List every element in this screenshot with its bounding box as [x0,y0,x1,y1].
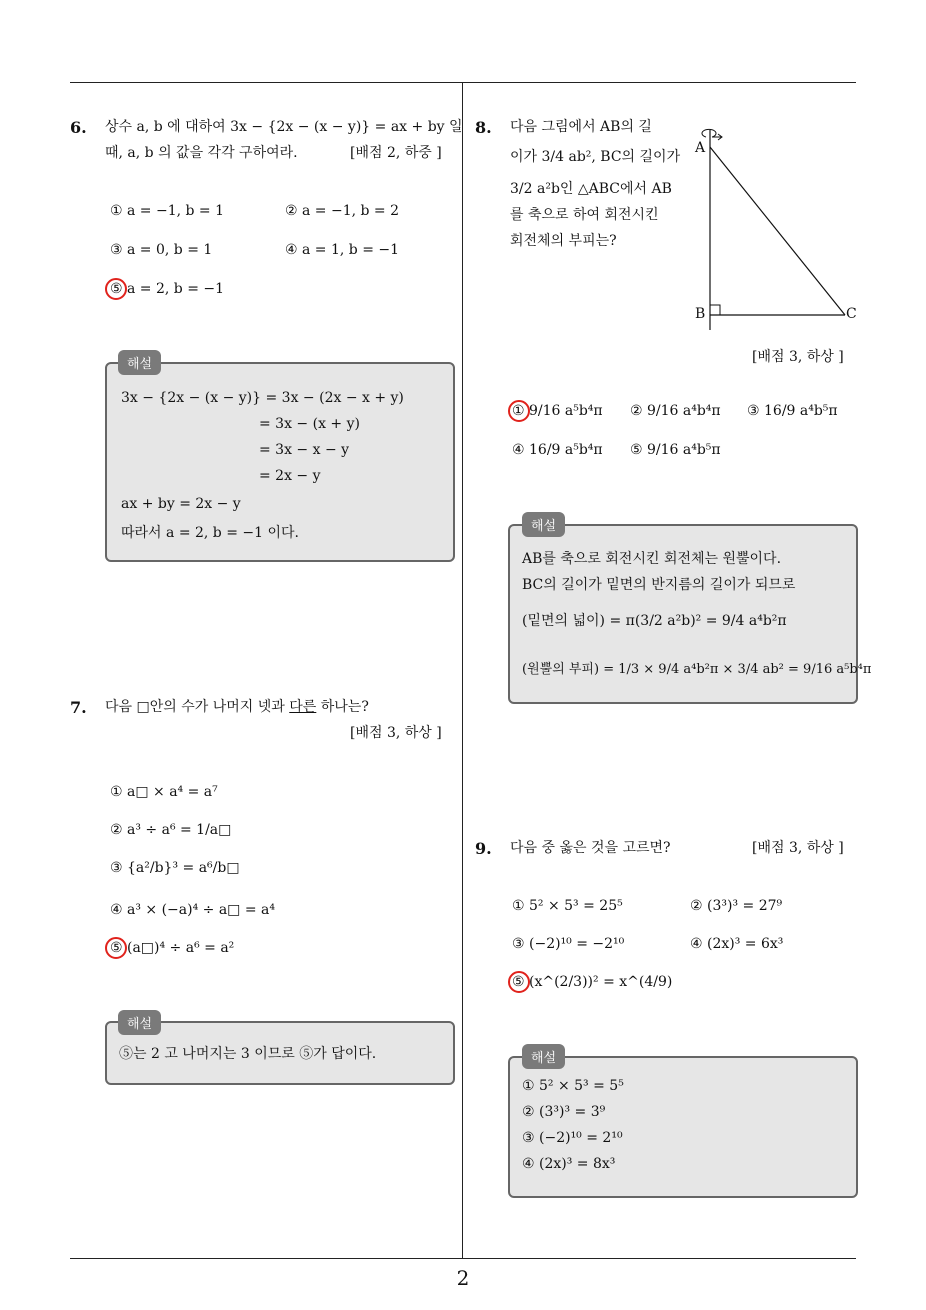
page-number: 2 [456,1266,470,1290]
q6-solution-box [105,362,455,562]
q7-text-underlined: 다른 [289,699,317,715]
q8-label-b: B [695,306,706,322]
q9-answer-mark [508,971,530,993]
q8-text-line1: 다음 그림에서 AB의 길 [510,119,652,135]
q8-text-line5: 회전체의 부피는? [510,233,617,249]
q7-number: 7. [70,698,87,717]
q8-number: 8. [475,118,492,137]
q7-answer-mark [105,937,127,959]
q6-sol-line4: = 2x − y [259,468,321,484]
q6-option-1[interactable]: ① a = −1, b = 1 [110,203,225,219]
q6-sol-line3: = 3x − x − y [259,442,350,458]
q7-sol-text: ⑤는 2 고 나머지는 3 이므로 ⑤가 답이다. [119,1046,377,1062]
q6-score-tag: [배점 2, 하중 ] [350,145,442,161]
q7-text-a: 다음 □안의 수가 나머지 넷과 [105,699,290,715]
q8-solution-label: 해설 [522,512,565,537]
q6-sol-line1: 3x − {2x − (x − y)} = 3x − (2x − x + y) [121,390,404,406]
q6-text-line2: 때, a, b 의 값을 각각 구하여라. [105,145,298,161]
q7-option-2[interactable]: ② a³ ÷ a⁶ = 1/a□ [110,822,232,838]
q9-sol-line1: ① 5² × 5³ = 5⁵ [522,1078,624,1094]
q6-number: 6. [70,118,87,137]
q8-label-c: C [846,306,857,322]
right-angle-mark [710,305,720,315]
q8-sol-line3: (밑면의 넓이) = π(3/2 a²b)² = 9/4 a⁴b²π [522,613,787,629]
q8-text-line3: 3/2 a²b인 △ABC에서 AB [510,181,672,197]
q7-text-b: 하나는? [316,699,369,715]
q8-label-a: A [695,140,706,156]
q6-answer-mark [105,278,127,300]
column-divider [462,82,463,1258]
top-rule [70,82,856,83]
rotation-arrowhead-icon [712,134,722,140]
q8-sol-line2: BC의 길이가 밑면의 반지름의 길이가 되므로 [522,577,796,593]
bottom-rule [70,1258,856,1259]
q9-sol-line4: ④ (2x)³ = 8x³ [522,1156,616,1172]
q9-option-4[interactable]: ④ (2x)³ = 6x³ [690,936,784,952]
q8-sol-line4: (원뿔의 부피) = 1/3 × 9/4 a⁴b²π × 3/4 ab² = 9/16 a⁵b⁴π [522,662,872,677]
q7-score-tag: [배점 3, 하상 ] [350,725,442,741]
q6-sol-line6: 따라서 a = 2, b = −1 이다. [121,525,299,541]
q8-text-line2: 이가 3/4 ab², BC의 길이가 [510,149,681,165]
q9-option-2[interactable]: ② (3³)³ = 27⁹ [690,898,783,914]
q8-triangle-figure [690,125,860,335]
q9-text: 다음 중 옳은 것을 고르면? [510,840,671,856]
hypotenuse-ac [710,147,845,315]
q7-option-4[interactable]: ④ a³ × (−a)⁴ ÷ a□ = a⁴ [110,902,275,918]
rotation-arrow-icon [702,129,716,137]
q7-option-1[interactable]: ① a□ × a⁴ = a⁷ [110,784,218,800]
q9-sol-line3: ③ (−2)¹⁰ = 2¹⁰ [522,1130,623,1146]
q8-option-5[interactable]: ⑤ 9/16 a⁴b⁵π [630,442,721,458]
q6-option-3[interactable]: ③ a = 0, b = 1 [110,242,213,258]
q8-score-tag: [배점 3, 하상 ] [752,349,844,365]
q9-solution-box [508,1056,858,1198]
q6-text-line1: 상수 a, b 에 대하여 3x − {2x − (x − y)} = ax + by 일 [105,119,463,135]
q6-solution-label: 해설 [118,350,161,375]
q9-sol-line2: ② (3³)³ = 3⁹ [522,1104,606,1120]
q7-solution-label: 해설 [118,1010,161,1035]
q6-sol-line5: ax + by = 2x − y [121,496,241,512]
q7-option-3[interactable]: ③ {a²/b}³ = a⁶/b□ [110,860,240,876]
q7-text [105,694,369,720]
q8-solution-box [508,524,872,704]
q8-answer-mark [508,400,530,422]
q8-text-line4: 를 축으로 하여 회전시킨 [510,207,659,223]
q8-option-1[interactable]: ① 9/16 a⁵b⁴π [512,403,603,419]
q9-option-3[interactable]: ③ (−2)¹⁰ = −2¹⁰ [512,936,625,952]
q7-option-5[interactable]: ⑤ (a□)⁴ ÷ a⁶ = a² [110,940,235,956]
q6-sol-line2: = 3x − (x + y) [259,416,360,432]
q6-option-2[interactable]: ② a = −1, b = 2 [285,203,400,219]
q8-sol-line1: AB를 축으로 회전시킨 회전체는 원뿔이다. [522,551,782,567]
q6-option-5[interactable]: ⑤ a = 2, b = −1 [110,281,225,297]
q6-option-4[interactable]: ④ a = 1, b = −1 [285,242,400,258]
q9-score-tag: [배점 3, 하상 ] [752,840,844,856]
q9-option-5[interactable]: ⑤ (x^(2/3))² = x^(4/9) [512,974,673,990]
q8-option-2[interactable]: ② 9/16 a⁴b⁴π [630,403,721,419]
q9-option-1[interactable]: ① 5² × 5³ = 25⁵ [512,898,623,914]
q9-solution-label: 해설 [522,1044,565,1069]
q8-option-4[interactable]: ④ 16/9 a⁵b⁴π [512,442,603,458]
q8-option-3[interactable]: ③ 16/9 a⁴b⁵π [747,403,838,419]
q9-number: 9. [475,839,492,858]
